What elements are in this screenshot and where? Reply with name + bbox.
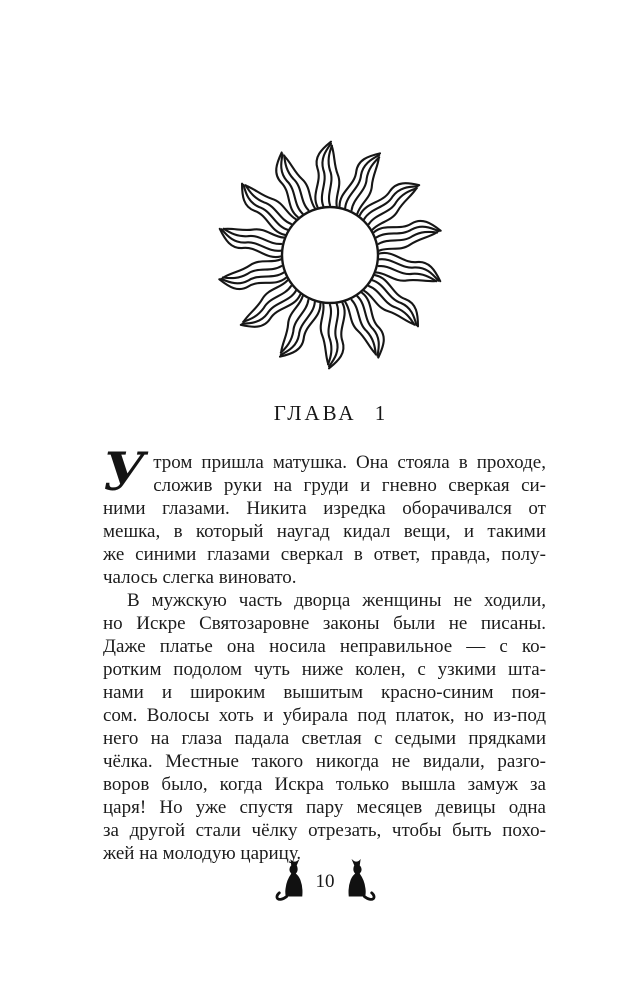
text-line: ними глазами. Никита изредка оборачивался от bbox=[103, 498, 546, 519]
paragraph bbox=[103, 589, 546, 865]
cat-left-icon bbox=[272, 858, 305, 902]
text-line: ротким подолом чуть ниже колен, с узкими шта- bbox=[103, 659, 546, 680]
text-line: же синими глазами сверкал в ответ, правда, полу- bbox=[103, 544, 546, 565]
paragraph bbox=[103, 442, 546, 589]
chapter-heading: ГЛАВА 1 bbox=[273, 401, 389, 425]
text-line: В мужскую часть дворца женщины не ходили, bbox=[127, 590, 546, 611]
text-line: мешка, в который наугад кидал вещи, и такими bbox=[103, 521, 546, 542]
text-line: Даже платье она носила неправильное — с ко- bbox=[103, 636, 546, 657]
page-footer bbox=[103, 858, 547, 902]
page-number: 10 bbox=[315, 871, 335, 892]
text-line: чёлка. Местные такого никогда не видали, разго- bbox=[103, 751, 546, 772]
text-line: жей на молодую царицу. bbox=[103, 843, 302, 864]
sun-icon bbox=[210, 133, 450, 377]
text-line: чалось слегка виновато. bbox=[103, 567, 297, 588]
text-line: тром пришла матушка. Она стояла в проходе, bbox=[153, 452, 546, 473]
cat-right-icon bbox=[346, 858, 379, 902]
text-line: за другой стали чёлку отрезать, чтобы быть похо- bbox=[103, 820, 546, 841]
text-line: но Искре Святозаровне законы были не писаны. bbox=[103, 613, 546, 634]
text-line: нами и широким вышитым красно-синим поя- bbox=[103, 682, 546, 703]
drop-cap: У bbox=[103, 442, 146, 503]
text-line: сом. Волосы хоть и убирала под платок, но из-под bbox=[103, 705, 546, 726]
text-line: воров было, когда Искра только вышла замуж за bbox=[103, 774, 546, 795]
text-line: сложив руки на груди и гневно сверкая си- bbox=[153, 475, 546, 496]
body-text bbox=[103, 442, 546, 865]
text-line: царя! Но уже спустя пару месяцев девицы одна bbox=[103, 797, 546, 818]
text-line: него на глаза падала светлая с седыми прядками bbox=[103, 728, 546, 749]
